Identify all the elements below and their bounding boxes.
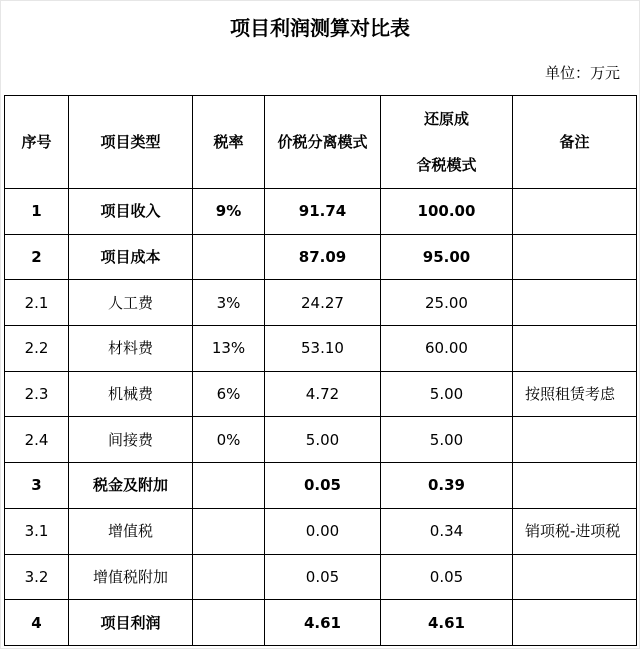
cell-rate: 6% [193, 371, 265, 417]
cell-mode2: 95.00 [381, 234, 513, 280]
cell-seq: 3.1 [5, 508, 69, 554]
cell-mode1: 0.00 [265, 508, 381, 554]
cell-mode2: 25.00 [381, 280, 513, 326]
cell-mode1: 0.05 [265, 554, 381, 600]
cell-rate [193, 508, 265, 554]
cell-mode1: 0.05 [265, 463, 381, 509]
cell-type: 机械费 [69, 371, 193, 417]
cell-mode2: 5.00 [381, 417, 513, 463]
cell-remark [513, 280, 637, 326]
cell-type: 增值税附加 [69, 554, 193, 600]
cell-mode1: 53.10 [265, 326, 381, 372]
table-row [5, 417, 637, 463]
cell-rate: 0% [193, 417, 265, 463]
cell-rate [193, 600, 265, 646]
cell-remark [513, 554, 637, 600]
cell-type: 项目收入 [69, 189, 193, 235]
cell-mode2: 60.00 [381, 326, 513, 372]
cell-remark [513, 189, 637, 235]
cell-seq: 2.1 [5, 280, 69, 326]
cell-seq: 3.2 [5, 554, 69, 600]
cell-mode2: 100.00 [381, 189, 513, 235]
cell-mode2: 0.34 [381, 508, 513, 554]
header-seq: 序号 [5, 96, 69, 189]
table-row [5, 280, 637, 326]
table-row [5, 189, 637, 235]
cell-remark [513, 417, 637, 463]
header-remark: 备注 [513, 96, 637, 189]
cell-seq: 1 [5, 189, 69, 235]
page-title: 项目利润测算对比表 [230, 16, 410, 40]
cell-remark [513, 600, 637, 646]
cell-type: 项目利润 [69, 600, 193, 646]
table-header-row [5, 96, 637, 189]
cell-mode1: 4.61 [265, 600, 381, 646]
profit-comparison-table [4, 95, 637, 646]
cell-seq: 2.3 [5, 371, 69, 417]
header-mode1: 价税分离模式 [265, 96, 381, 189]
cell-mode2: 5.00 [381, 371, 513, 417]
cell-remark: 销项税-进项税 [513, 508, 637, 554]
cell-remark [513, 234, 637, 280]
cell-mode2: 0.39 [381, 463, 513, 509]
cell-mode2: 0.05 [381, 554, 513, 600]
cell-rate [193, 234, 265, 280]
cell-type: 项目成本 [69, 234, 193, 280]
cell-remark [513, 326, 637, 372]
table-row [5, 234, 637, 280]
table-row [5, 326, 637, 372]
cell-mode1: 24.27 [265, 280, 381, 326]
header-mode2-line2: 含税模式 [416, 156, 477, 174]
cell-rate: 9% [193, 189, 265, 235]
table-row [5, 554, 637, 600]
cell-seq: 2 [5, 234, 69, 280]
cell-seq: 4 [5, 600, 69, 646]
cell-seq: 2.2 [5, 326, 69, 372]
cell-seq: 3 [5, 463, 69, 509]
table-row [5, 371, 637, 417]
cell-mode1: 91.74 [265, 189, 381, 235]
cell-remark: 按照租赁考虑 [513, 371, 637, 417]
cell-type: 间接费 [69, 417, 193, 463]
cell-mode1: 4.72 [265, 371, 381, 417]
unit-label: 单位：万元 [544, 64, 620, 82]
cell-type: 材料费 [69, 326, 193, 372]
cell-type: 增值税 [69, 508, 193, 554]
cell-mode1: 87.09 [265, 234, 381, 280]
cell-seq: 2.4 [5, 417, 69, 463]
table-row [5, 600, 637, 646]
cell-mode2: 4.61 [381, 600, 513, 646]
cell-type: 税金及附加 [69, 463, 193, 509]
header-mode2-line1: 还原成 [423, 110, 469, 128]
table-row [5, 463, 637, 509]
cell-rate: 3% [193, 280, 265, 326]
cell-rate: 13% [193, 326, 265, 372]
cell-rate [193, 554, 265, 600]
header-rate: 税率 [193, 96, 265, 189]
header-type: 项目类型 [69, 96, 193, 189]
cell-type: 人工费 [69, 280, 193, 326]
cell-remark [513, 463, 637, 509]
header-mode2 [381, 96, 513, 189]
cell-rate [193, 463, 265, 509]
cell-mode1: 5.00 [265, 417, 381, 463]
table-row [5, 508, 637, 554]
